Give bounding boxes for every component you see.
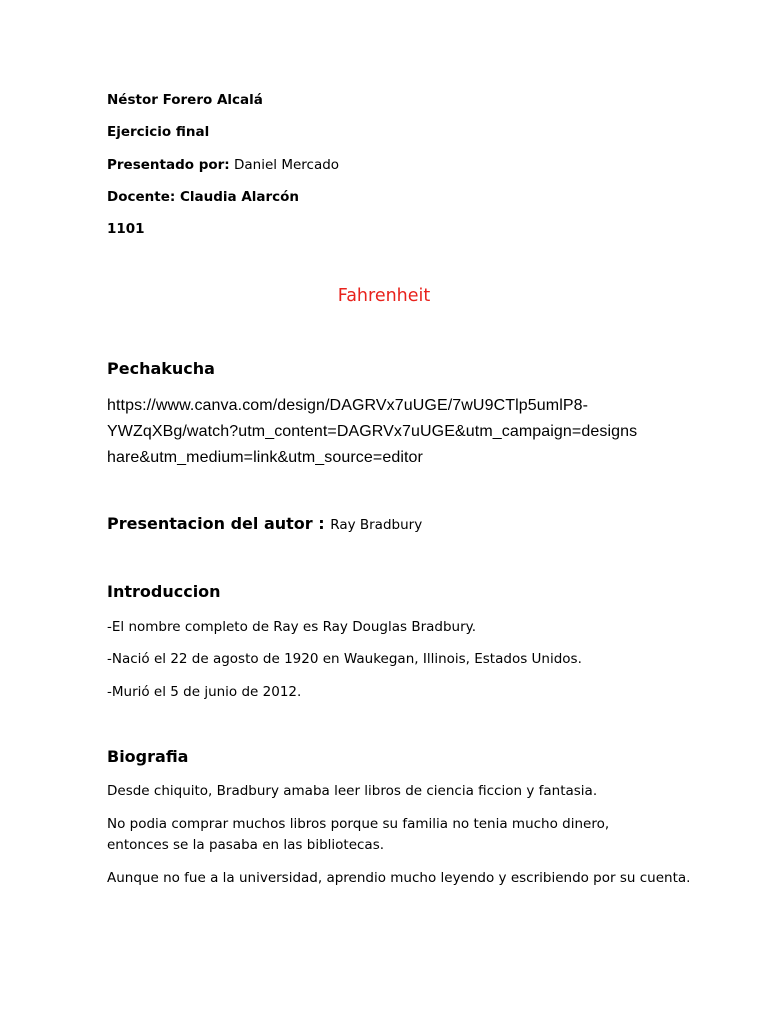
presented-by-line: [107, 157, 339, 173]
author-section-value: Ray Bradbury: [330, 517, 423, 533]
pechakucha-link[interactable]: [107, 393, 667, 471]
pechakucha-heading: Pechakucha: [107, 359, 215, 378]
exercise-label: Ejercicio final: [107, 124, 210, 140]
introduccion-heading: Introduccion: [107, 582, 221, 601]
author-section-separator: :: [312, 514, 331, 533]
author-section-heading: [107, 514, 422, 533]
introduccion-item: -Murió el 5 de junio de 2012.: [107, 684, 302, 700]
group-number: 1101: [107, 221, 145, 237]
biografia-paragraph: Desde chiquito, Bradbury amaba leer libros de ciencia ficcion y fantasia.: [107, 783, 598, 799]
teacher-line: Docente: Claudia Alarcón: [107, 189, 300, 205]
introduccion-item: -Nació el 22 de agosto de 1920 en Waukegan, Illinois, Estados Unidos.: [107, 651, 582, 667]
document-title: Fahrenheit: [337, 286, 431, 306]
author-section-title: Presentacion del autor: [107, 514, 313, 533]
author-name: Néstor Forero Alcalá: [107, 92, 263, 108]
pechakucha-link-line-1[interactable]: https://www.canva.com/design/DAGRVx7uUGE/7wU9CTlp5umlP8-: [107, 397, 589, 414]
biografia-paragraph: No podia comprar muchos libros porque su familia no tenia mucho dinero, entonces se la pasaba en las bibliotecas.: [107, 816, 610, 853]
presented-by-value: Daniel Mercado: [234, 157, 340, 173]
biografia-heading: Biografia: [107, 747, 189, 766]
pechakucha-link-line-3[interactable]: hare&utm_medium=link&utm_source=editor: [107, 449, 423, 466]
presented-by-label: Presentado por:: [107, 157, 230, 173]
pechakucha-link-line-2[interactable]: YWZqXBg/watch?utm_content=DAGRVx7uUGE&utm_campaign=designs: [107, 423, 638, 440]
introduccion-item: -El nombre completo de Ray es Ray Douglas Bradbury.: [107, 619, 477, 635]
biografia-paragraph: Aunque no fue a la universidad, aprendio mucho leyendo y escribiendo por su cuenta.: [107, 870, 691, 886]
